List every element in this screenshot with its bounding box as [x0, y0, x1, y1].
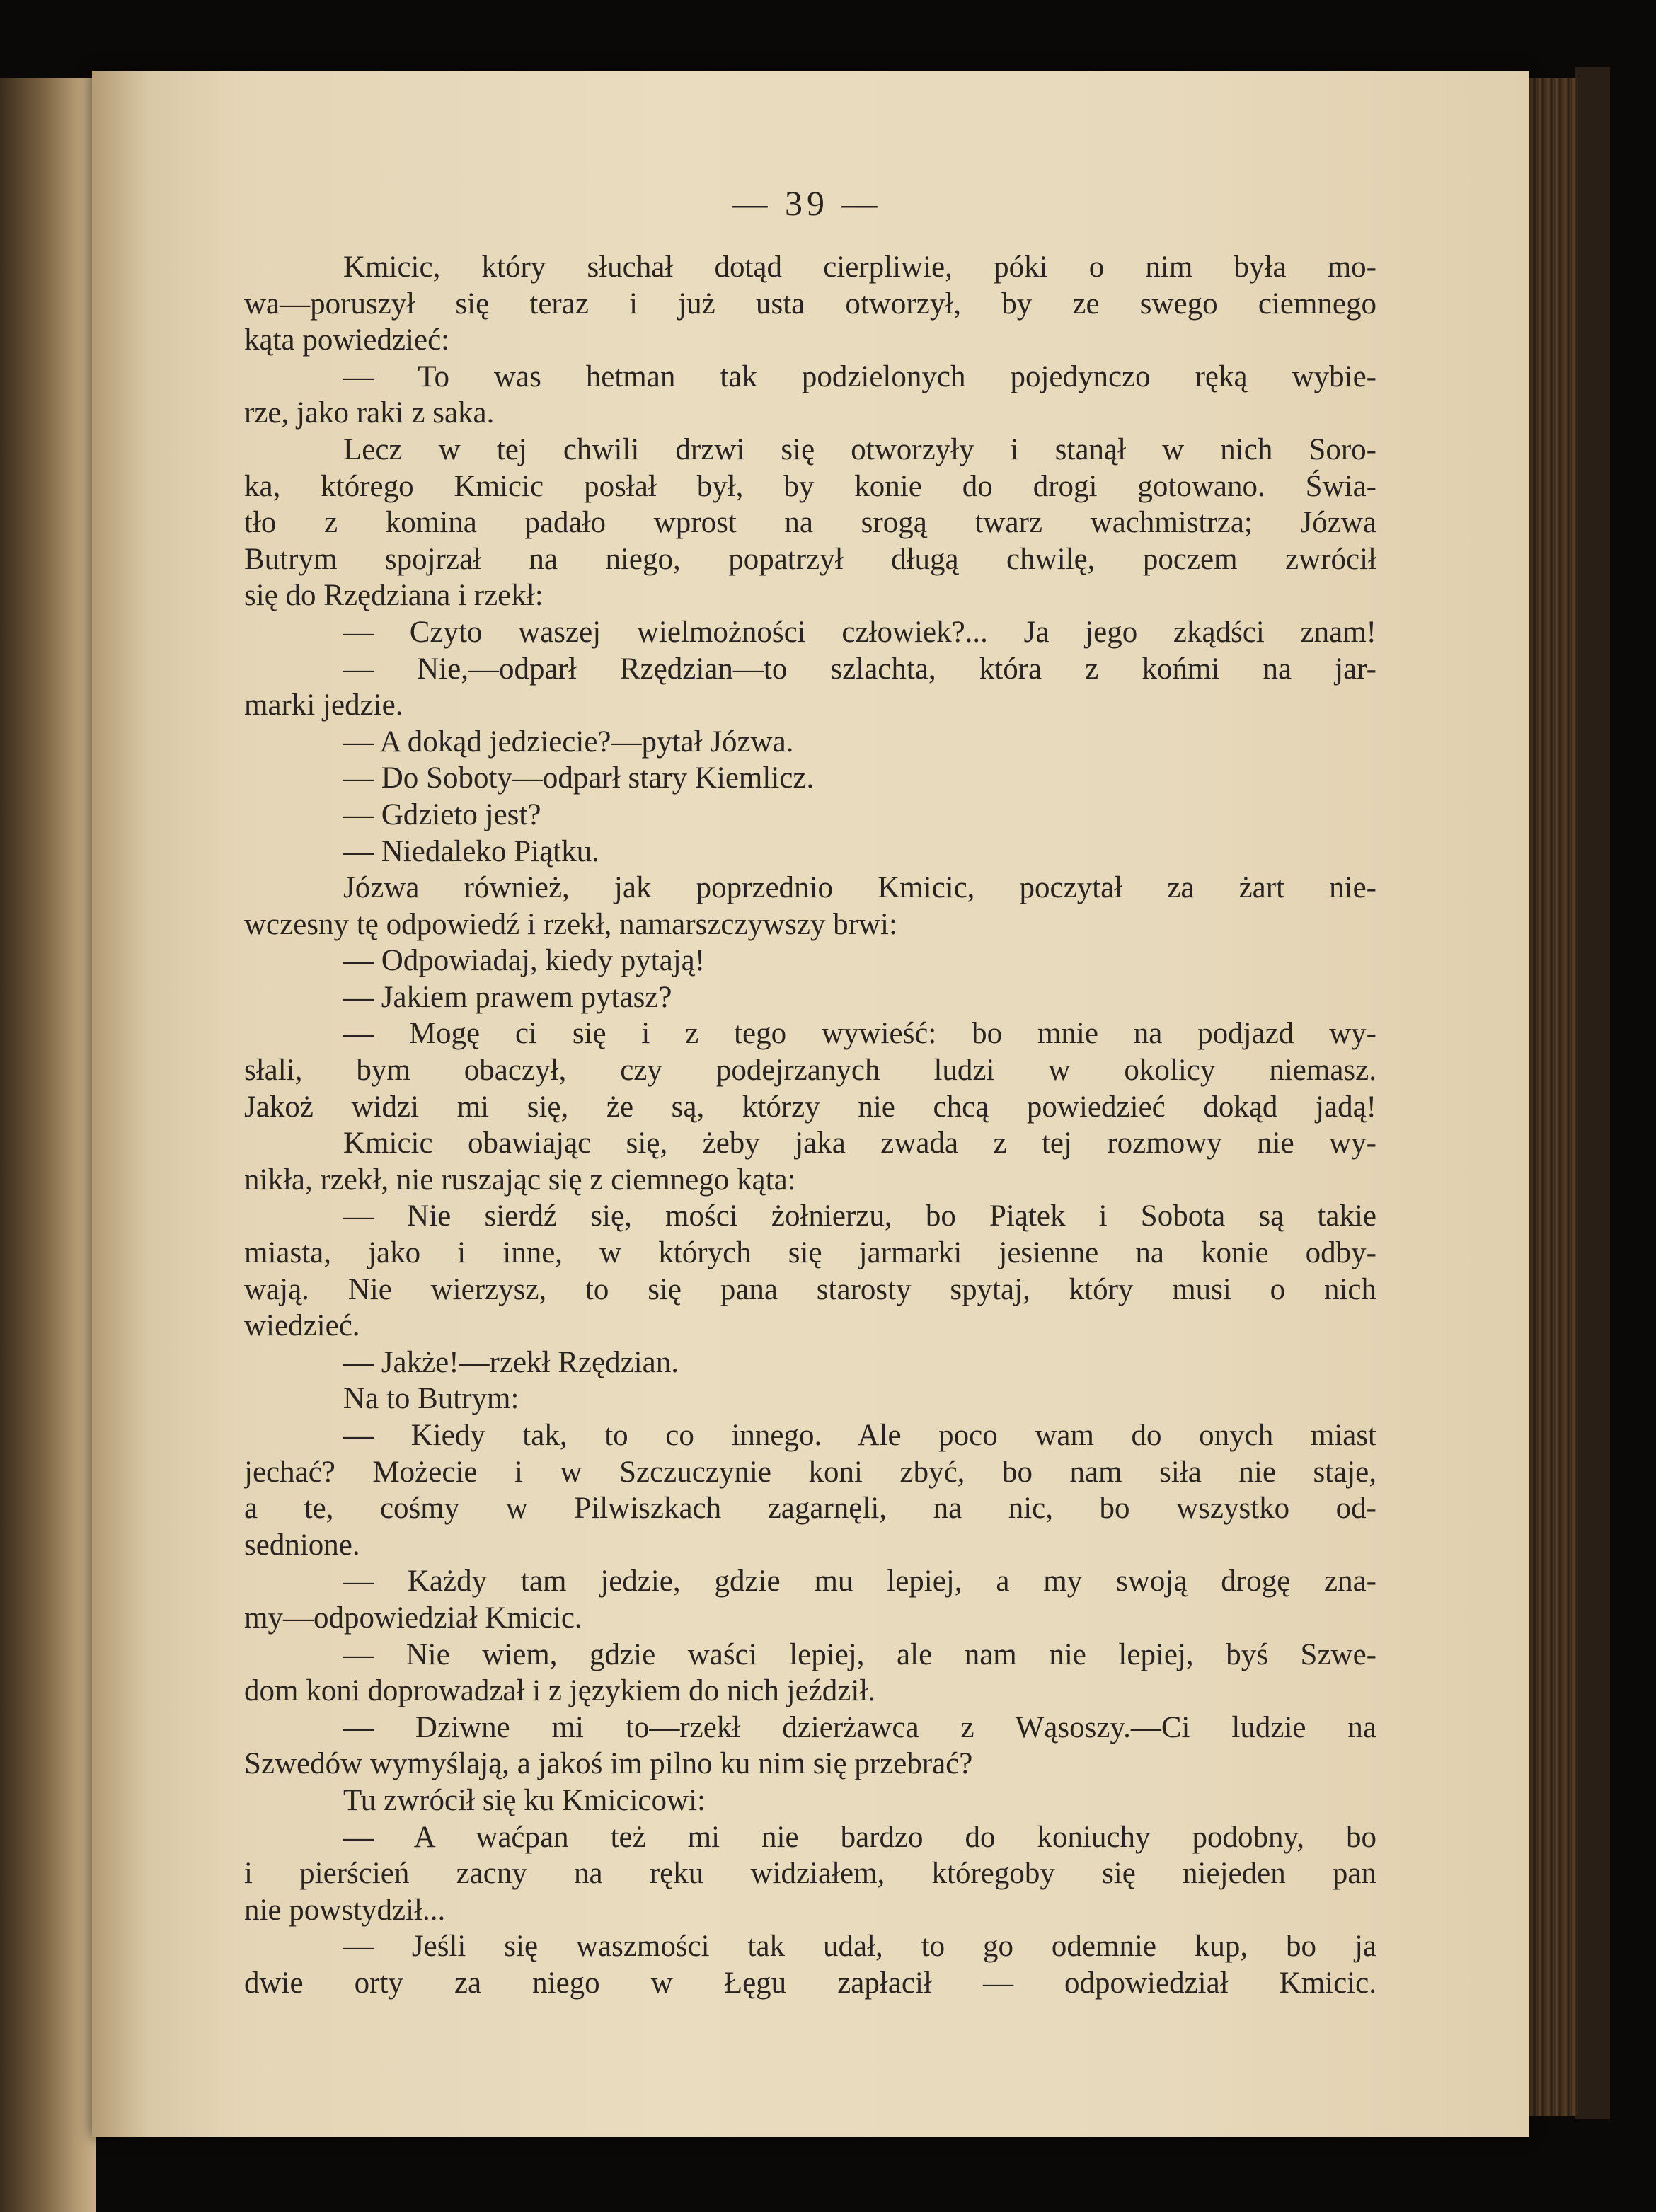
text-line: — Niedaleko Piątku. [343, 834, 599, 868]
text-line: się do Rzędziana i rzekł: [244, 579, 544, 613]
text-line: — Kiedy tak, to co innego. Ale poco wam do onych miast [343, 1419, 1376, 1452]
text-line: Tu zwrócił się ku Kmicicowi: [343, 1783, 706, 1817]
text-line: — Odpowiadaj, kiedy pytają! [343, 944, 706, 978]
text-line: wczesny tę odpowiedź i rzekł, namarszczywszy brwi: [244, 907, 897, 941]
text-line: ka, którego Kmicic posłał był, by konie do drogi gotowano. Świa- [244, 469, 1376, 503]
text-line: dom koni doprowadzał i z językiem do nich jeździł. [244, 1674, 875, 1708]
text-line: marki jedzie. [244, 689, 403, 722]
text-line: wają. Nie wierzysz, to się pana starosty spytaj, który musi o nich [244, 1272, 1376, 1306]
book-spine-left [0, 78, 96, 2212]
text-line: — Jeśli się waszmości tak udał, to go odemnie kup, bo ja [343, 1930, 1376, 1964]
text-line: nie powstydził... [244, 1893, 446, 1927]
text-line: Kmicic, który słuchał dotąd cierpliwie, póki o nim była mo- [343, 250, 1376, 284]
text-line: — Nie sierdź się, mości żołnierzu, bo Piątek i Sobota są takie [343, 1199, 1376, 1233]
text-line: — Dziwne mi to—rzekł dzierżawca z Wąsoszy.—Ci ludzie na [343, 1710, 1376, 1744]
text-line: kąta powiedzieć: [244, 323, 450, 357]
text-line: — Gdzieto jest? [343, 797, 541, 831]
text-line: wa—poruszył się teraz i już usta otworzył, by ze swego ciemnego [244, 287, 1376, 321]
page-number: — 39 — [732, 183, 882, 223]
text-line: — Nie wiem, gdzie waści lepiej, ale nam nie lepiej, byś Szwe- [343, 1637, 1376, 1671]
text-line: — Mogę ci się i z tego wywieść: bo mnie na podjazd wy- [343, 1017, 1376, 1051]
text-line: — Nie,—odparł Rzędzian—to szlachta, która z końmi na jar- [343, 652, 1376, 686]
text-line: a te, cośmy w Pilwiszkach zagarnęli, na nic, bo wszystko od- [244, 1492, 1376, 1526]
text-line: my—odpowiedział Kmicic. [244, 1601, 582, 1635]
text-line: — A waćpan też mi nie bardzo do koniuchy podobny, bo [343, 1820, 1376, 1854]
text-line: i pierścień zacny na ręku widziałem, któregoby się niejeden pan [244, 1857, 1376, 1891]
text-line: — Jakiem prawem pytasz? [343, 980, 672, 1014]
text-line: Lecz w tej chwili drzwi się otworzyły i stanął w nich Soro- [343, 432, 1376, 466]
text-line: miasta, jako i inne, w których się jarmarki jesienne na konie odby- [244, 1236, 1376, 1270]
text-line: Kmicic obawiając się, żeby jaka zwada z tej rozmowy nie wy- [343, 1127, 1376, 1160]
text-line: nikła, rzekł, nie ruszając się z ciemnego kąta: [244, 1163, 796, 1197]
text-line: wiedzieć. [244, 1309, 360, 1343]
page-stack-edge [1529, 78, 1578, 2116]
text-line: sednione. [244, 1528, 360, 1562]
text-line: jechać? Możecie i w Szczuczynie koni zbyć, bo nam siła nie staje, [244, 1455, 1376, 1489]
text-line: — To was hetman tak podzielonych pojedynczo ręką wybie- [343, 359, 1376, 393]
text-line: tło z komina padało wprost na srogą twarz wachmistrza; Józwa [244, 506, 1376, 540]
book-cover-edge [1575, 67, 1610, 2119]
text-line: — A dokąd jedziecie?—pytał Józwa. [343, 725, 794, 759]
text-line: rze, jako raki z saka. [244, 396, 495, 430]
text-line: — Każdy tam jedzie, gdzie mu lepiej, a my swoją drogę zna- [343, 1565, 1376, 1598]
text-line: słali, bym obaczył, czy podejrzanych ludzi w okolicy niemasz. [244, 1054, 1376, 1088]
text-line: Butrym spojrzał na niego, popatrzył długą chwilę, poczem zwrócił [244, 542, 1376, 576]
text-line: — Czyto waszej wielmożności człowiek?... Ja jego zkądści znam! [343, 615, 1376, 649]
text-line: Na to Butrym: [343, 1382, 519, 1416]
text-line: Szwedów wymyślają, a jakoś im pilno ku nim się przebrać? [244, 1747, 973, 1781]
text-line: Józwa również, jak poprzednio Kmicic, poczytał za żart nie- [343, 871, 1376, 905]
text-line: — Do Soboty—odparł stary Kiemlicz. [343, 761, 815, 795]
text-line: Jakoż widzi mi się, że są, którzy nie chcą powiedzieć dokąd jadą! [244, 1090, 1376, 1124]
text-line: dwie orty za niego w Łęgu zapłacił — odpowiedział Kmicic. [244, 1966, 1376, 2000]
page-text [244, 249, 1376, 2002]
text-line: — Jakże!—rzekł Rzędzian. [343, 1345, 679, 1379]
